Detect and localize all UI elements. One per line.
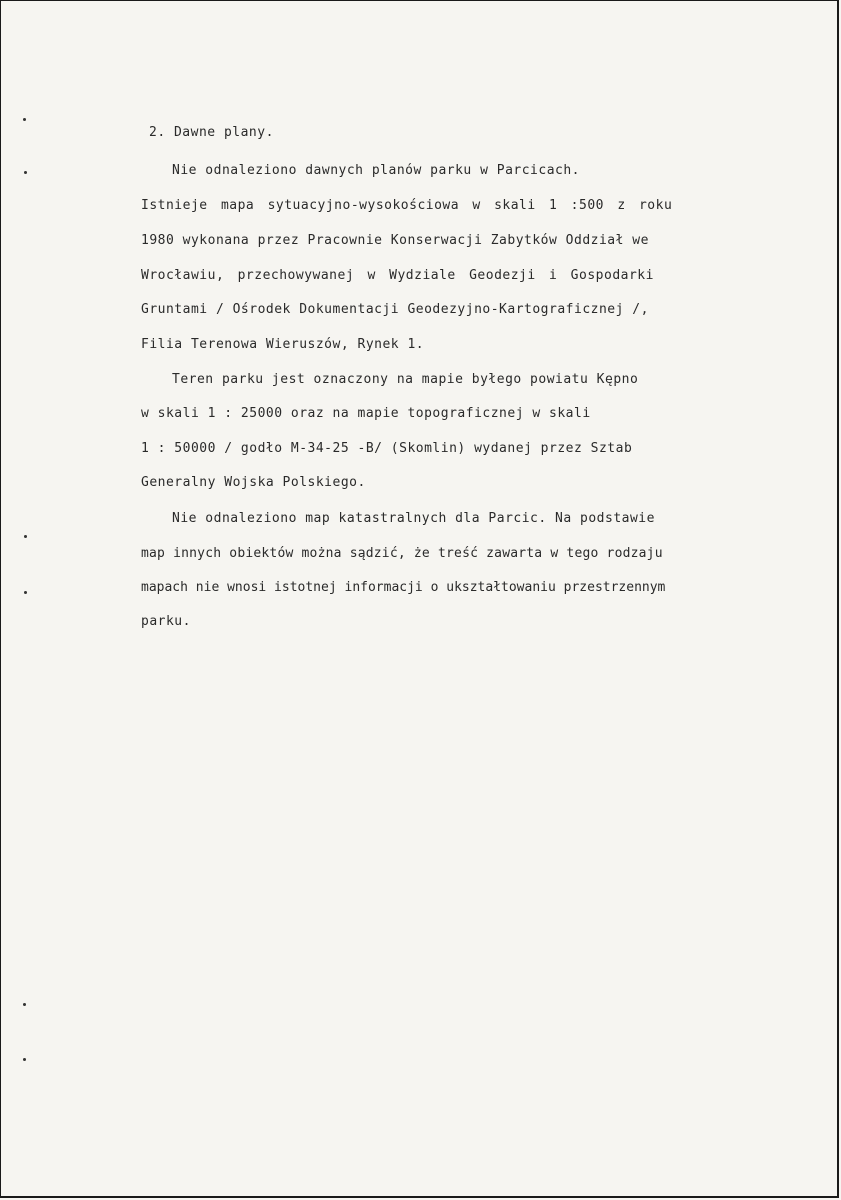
paragraph-line: parku.: [141, 614, 191, 629]
margin-dot: [24, 591, 27, 594]
margin-dot: [24, 171, 27, 174]
margin-dot: [23, 1003, 26, 1006]
paragraph-line: Nie odnaleziono dawnych planów parku w Parcicach.: [172, 163, 581, 178]
section-heading: 2. Dawne plany.: [149, 125, 274, 140]
paragraph-line: Filia Terenowa Wieruszów, Rynek 1.: [141, 337, 425, 352]
paragraph-line: Istnieje mapa sytuacyjno-wysokościowa w skali 1 :500 z roku: [141, 198, 673, 213]
margin-dot: [23, 118, 26, 121]
paragraph-line: Gruntami / Ośrodek Dokumentacji Geodezyjno-Kartograficznej /,: [141, 302, 649, 317]
margin-dot: [24, 535, 27, 538]
paragraph-line: map innych obiektów można sądzić, że treść zawarta w tego rodzaju: [141, 546, 663, 561]
paragraph-line: Wrocławiu, przechowywanej w Wydziale Geodezji i Gospodarki: [141, 268, 654, 283]
paragraph-line: 1 : 50000 / godło M-34-25 -B/ (Skomlin) wydanej przez Sztab: [141, 441, 633, 456]
paragraph-line: w skali 1 : 25000 oraz na mapie topograficznej w skali: [141, 406, 591, 421]
paragraph-line: Teren parku jest oznaczony na mapie byłego powiatu Kępno: [172, 372, 639, 387]
paragraph-line: Nie odnaleziono map katastralnych dla Parcic. Na podstawie: [172, 511, 655, 526]
paragraph-line: Generalny Wojska Polskiego.: [141, 475, 366, 490]
paragraph-line: mapach nie wnosi istotnej informacji o ukształtowaniu przestrzennym: [141, 580, 666, 595]
paragraph-line: 1980 wykonana przez Pracownie Konserwacji Zabytków Oddział we: [141, 233, 649, 248]
margin-dot: [23, 1058, 26, 1061]
